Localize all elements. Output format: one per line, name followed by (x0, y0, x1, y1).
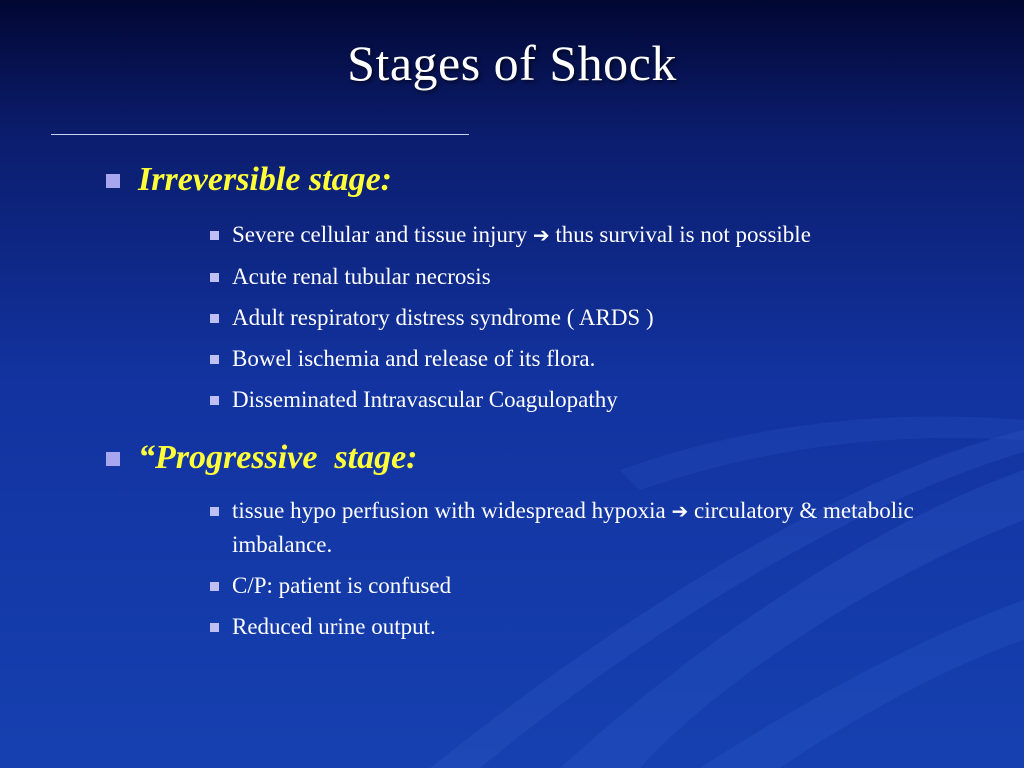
irreversible-list (210, 218, 950, 424)
title-divider (51, 134, 469, 135)
list-item (210, 260, 950, 293)
square-bullet-icon (210, 314, 219, 323)
list-item-text: Severe cellular and tissue injury ➔ thus survival is not possible (232, 222, 811, 247)
section-heading-progressive (106, 438, 418, 478)
list-item-text: Disseminated Intravascular Coagulopathy (232, 387, 618, 412)
square-bullet-icon (210, 355, 219, 364)
square-bullet-icon (210, 507, 219, 516)
heading-text: “Progressive stage: (138, 439, 418, 476)
list-item-text: Adult respiratory distress syndrome ( ARDS ) (232, 305, 654, 330)
list-item-text: C/P: patient is confused (232, 573, 452, 598)
right-arrow-icon: ➔ (532, 223, 550, 247)
square-bullet-icon (210, 623, 219, 632)
square-bullet-icon (210, 273, 219, 282)
heading-text: Irreversible stage: (138, 161, 393, 198)
right-arrow-icon: ➔ (671, 499, 689, 523)
list-item-text: Reduced urine output. (232, 614, 436, 639)
progressive-list (210, 494, 950, 651)
list-item (210, 342, 950, 375)
list-item (210, 494, 950, 561)
slide-title: Stages of Shock (347, 35, 677, 91)
list-item (210, 301, 950, 334)
list-item (210, 569, 950, 602)
square-bullet-icon (210, 582, 219, 591)
square-bullet-icon (106, 174, 120, 188)
list-item-text: Bowel ischemia and release of its flora. (232, 346, 596, 371)
list-item (210, 218, 950, 252)
list-item-text: Acute renal tubular necrosis (232, 264, 491, 289)
list-item (210, 383, 950, 416)
list-item-text: tissue hypo perfusion with widespread hypoxia ➔ circulatory & metabolic imbalance. (232, 498, 914, 557)
list-item (210, 610, 950, 643)
square-bullet-icon (210, 231, 219, 240)
square-bullet-icon (210, 396, 219, 405)
square-bullet-icon (106, 452, 120, 466)
section-heading-irreversible (106, 160, 392, 200)
